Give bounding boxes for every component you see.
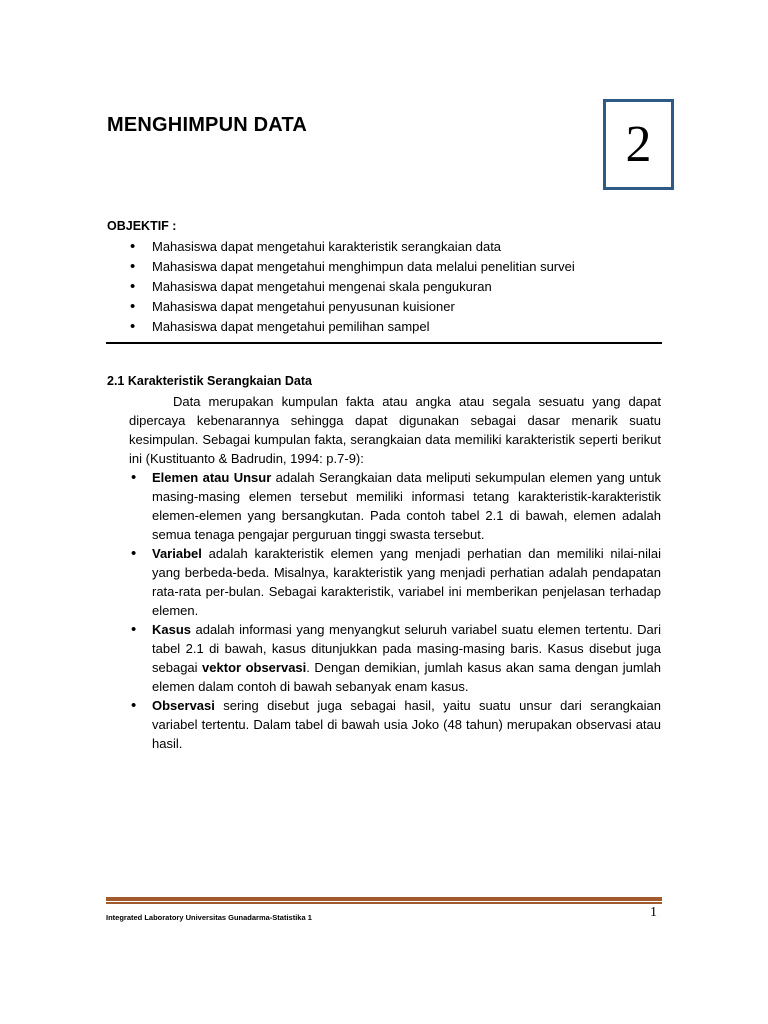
page-number: 1: [650, 905, 657, 920]
section-heading: 2.1 Karakteristik Serangkaian Data: [107, 374, 312, 388]
term-text: adalah Serangkaian data meliputi sekumpulan elemen yang untuk masing-masing elemen tersebut memiliki informasi tetang karakteristik-karakteristik elemen-elemen yang bersangkutan. Pada contoh tabel 2.1 di bawah, elemen adalah semua tenaga pengajar perguruan tinggi swasta tersebut.: [152, 470, 661, 542]
objective-item: • Mahasiswa dapat mengetahui mengenai skala pengukuran: [130, 277, 650, 297]
objective-item: • Mahasiswa dapat mengetahui karakteristik serangkaian data: [130, 237, 650, 257]
objective-item: • Mahasiswa dapat mengetahui penyusunan kuisioner: [130, 297, 650, 317]
footer-rule-thick: [106, 897, 662, 901]
term-text: adalah karakteristik elemen yang menjadi perhatian dan memiliki nilai-nilai yang berbeda-beda. Misalnya, karakteristik yang menjadi perhatian adalah pendapatan rata-rata per-bulan. Sebagai karakteristik, variabel ini memberikan penjelasan terhadap elemen.: [152, 546, 661, 618]
objective-item: • Mahasiswa dapat mengetahui pemilihan sampel: [130, 317, 650, 337]
footer-rule-thin: [106, 902, 662, 904]
chapter-title: MENGHIMPUN DATA: [107, 114, 308, 136]
terms-list: [129, 468, 661, 753]
intro-paragraph: Data merupakan kumpulan fakta atau angka atau segala sesuatu yang dapat dipercaya kebenarannya sehingga dapat digunakan sebagai dasar menarik suatu kesimpulan. Sebagai kumpulan fakta, serangkaian data memiliki karakteristik seperti berikut ini (Kustituanto & Badrudin, 1994: p.7-9):: [129, 394, 661, 466]
term-emphasis: vektor observasi: [202, 660, 307, 675]
term-text: sering disebut juga sebagai hasil, yaitu suatu unsur dari serangkaian variabel tertentu. Dalam tabel di bawah usia Joko (48 tahun) merupakan observasi atau hasil.: [152, 698, 661, 751]
chapter-number-box: [603, 99, 674, 190]
chapter-number: 2: [625, 115, 652, 173]
footer-text: Integrated Laboratory Universitas Gunadarma-Statistika 1: [106, 913, 312, 922]
term-item-observasi: [129, 696, 661, 753]
term-label: Variabel: [152, 546, 202, 561]
objectives-list: [130, 237, 650, 337]
term-text-after: . Dengan demikian, jumlah kasus akan sama dengan jumlah elemen dalam contoh di bawah sebanyak enam kasus.: [152, 660, 661, 694]
term-label: Kasus: [152, 622, 192, 637]
term-label: Elemen atau Unsur: [152, 470, 272, 485]
objective-item: • Mahasiswa dapat mengetahui menghimpun data melalui penelitian survei: [130, 257, 650, 277]
section-divider: [106, 342, 662, 344]
section-body: [129, 392, 661, 753]
term-label: Observasi: [152, 698, 215, 713]
term-item-variabel: [129, 544, 661, 620]
objectives-label: OBJEKTIF :: [107, 219, 177, 233]
term-item-kasus: [129, 620, 661, 696]
term-item-elemen: [129, 468, 661, 544]
term-text: adalah informasi yang menyangkut seluruh variabel suatu elemen tertentu. Dari tabel 2.1 di bawah, kasus ditunjukkan pada masing-masing baris. Kasus disebut juga sebagai: [152, 622, 661, 675]
